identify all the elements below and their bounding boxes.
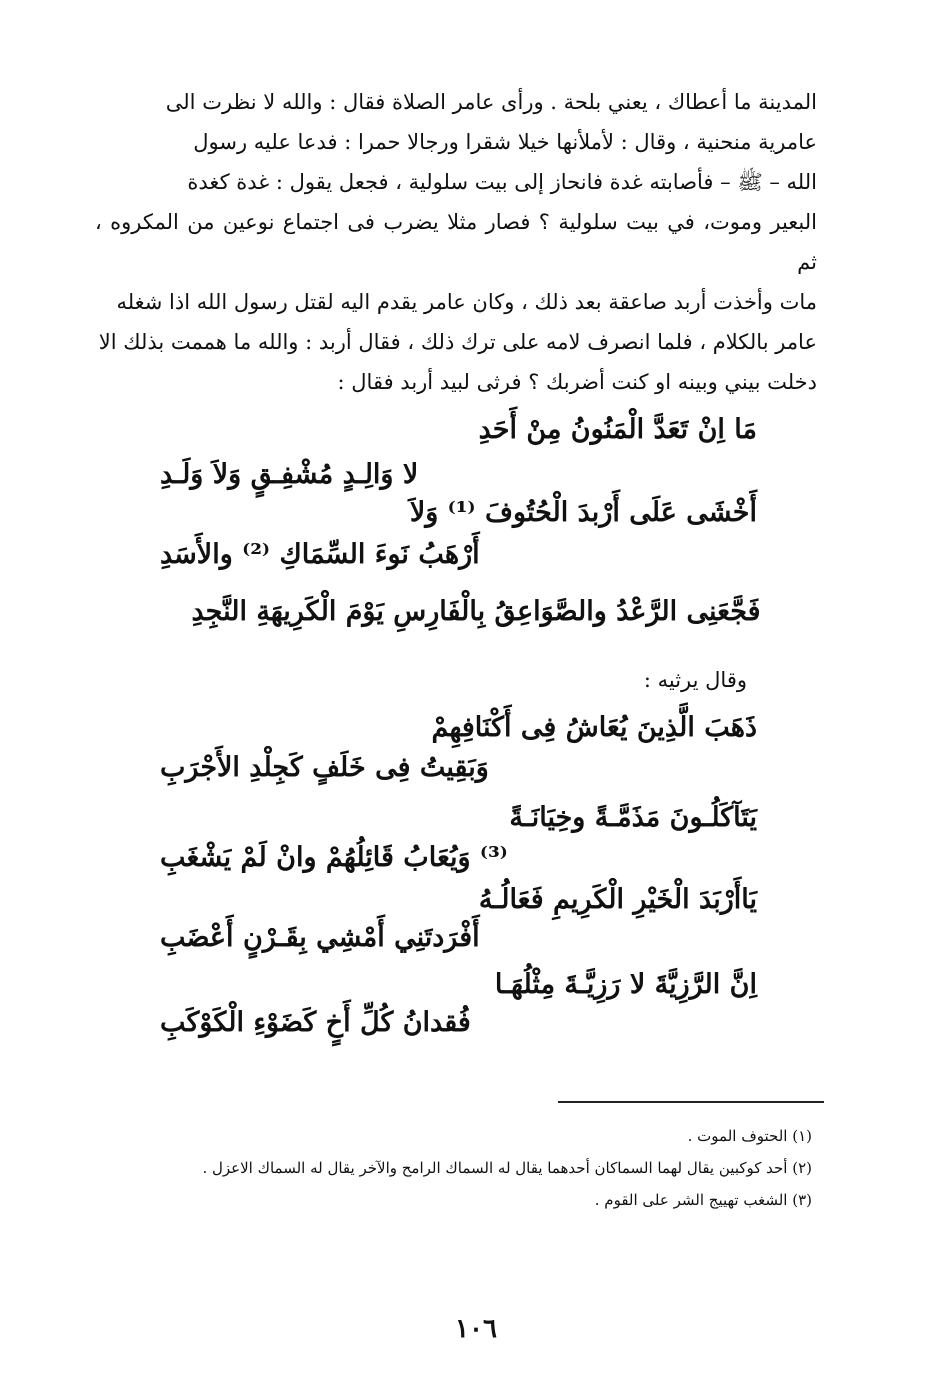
- poem1-line-4: أَرْهَبُ نَوءَ السِّمَاكِ ⁽²⁾ والأَسَدِ: [160, 539, 480, 570]
- prose-line: دخلت بيني وبينه او كنت أضربك ؟ فرثى لبيد أربد فقال :: [337, 370, 817, 394]
- poem1-line-3: أَخْشَى عَلَى أَرْبدَ الْحُتُوفَ ⁽¹⁾ وَلاَ: [409, 497, 757, 528]
- footnote-2: (٢) أحد كوكبين يقال لهما السماكان أحدهما يقال له السماك الرامح والآخر يقال له السماك الاعزل .: [202, 1159, 812, 1177]
- poem2-line-6: أَفْرَدتَنِي أَمْشِي بِقَـرْنٍ أَعْضَبِ: [160, 922, 480, 953]
- footnotes: [112, 1120, 812, 1216]
- poem2-line-3: يَتَآكَلُـونَ مَذَمَّـةً وخِيَانَـةً: [509, 802, 757, 833]
- prose-line: مات وأخذت أربد صاعقة بعد ذلك ، وكان عامر يقدم اليه لقتل رسول الله اذا شغله: [116, 290, 817, 314]
- poem1-line-2: لا وَالِـدٍ مُشْفِـقٍ وَلاَ وَلَـدِ: [160, 459, 419, 490]
- prose-line: الله – ﷺ – فأصابته غدة فانحاز إلى بيت سلولية ، فجعل يقول : غدة كغدة: [187, 170, 817, 194]
- prose-paragraph: [95, 82, 817, 402]
- poem1-line-5: فَجَّعَنِى الرَّعْدُ والصَّوَاعِقُ بِالْفَارِسِ يَوْمَ الْكَرِيهَةِ النَّجِدِ: [191, 596, 761, 627]
- poem2-line-8: فُقدانُ كُلِّ أَخٍ كَضَوْءِ الْكَوْكَبِ: [160, 1007, 471, 1038]
- poem2-line-4: ⁽³⁾ وَيُعَابُ قَائِلُهُمْ وانْ لَمْ يَشْغَبِ: [160, 842, 508, 873]
- prose-line: عامر بالكلام ، فلما انصرف لامه على ترك ذلك ، فقال أربد : والله ما هممت بذلك الا: [98, 330, 817, 354]
- poem1-line-1: مَا اِنْ تَعَدَّ الْمَنُونُ مِنْ أَحَدِ: [478, 414, 757, 445]
- page-number: ١٠٦: [455, 1314, 497, 1344]
- prose-line: عامرية منحنية ، وقال : لأملأنها خيلا شقرا ورجالا حمرا : فدعا عليه رسول: [193, 130, 817, 154]
- poem2-line-2: وَبَقِيتُ فِى خَلَفٍ كَجِلْدِ الأَجْرَبِ: [160, 752, 489, 783]
- poem2-line-1: ذَهَبَ الَّذِينَ يُعَاشُ فِى أَكْنَافِهِمْ: [431, 712, 757, 743]
- footnote-3: (٣) الشغب تهييج الشر على القوم .: [594, 1191, 812, 1209]
- prose-line: المدينة ما أعطاك ، يعني بلحة . ورأى عامر الصلاة فقال : والله لا نظرت الى: [165, 90, 817, 114]
- poem2-intro: وقال يرثيه :: [643, 668, 747, 692]
- prose-line: البعير وموت، في بيت سلولية ؟ فصار مثلا يضرب فى اجتماع نوعين من المكروه ، ثم: [95, 210, 817, 274]
- poem2-line-7: اِنَّ الرَّزِيَّةَ لا رَزِيَّـةَ مِثْلُهَـا: [494, 969, 757, 1000]
- footnote-separator: [558, 1101, 824, 1103]
- poem2-line-5: يَاأَرْبَدَ الْخَيْرِ الْكَرِيمِ فَعَالُـهُ: [478, 884, 757, 915]
- footnote-1: (١) الحتوف الموت .: [687, 1127, 812, 1145]
